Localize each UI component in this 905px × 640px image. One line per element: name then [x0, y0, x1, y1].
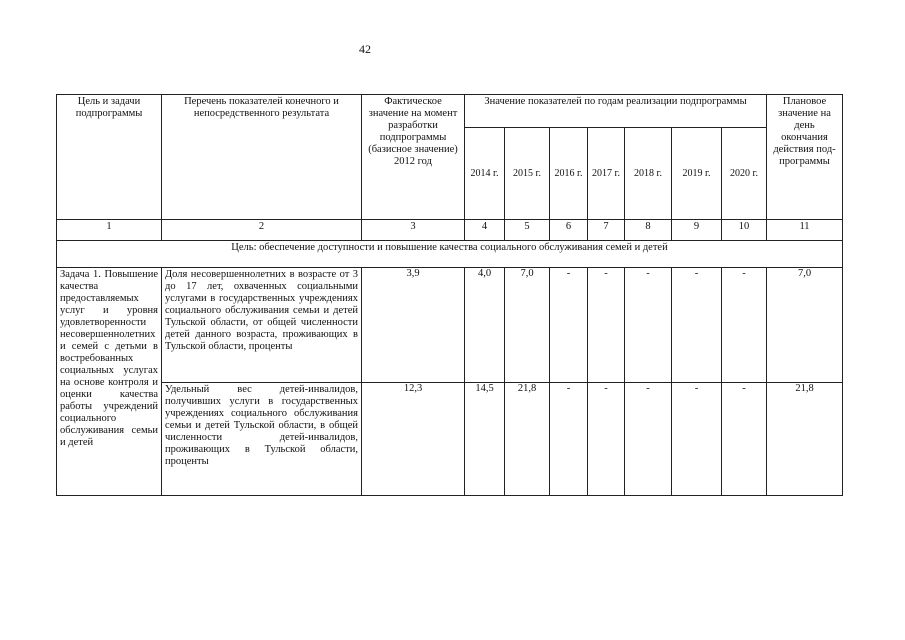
value-2016: - [550, 268, 588, 383]
header-by-years: Значение показателей по годам реализации подпрограммы [465, 95, 767, 128]
header-goal-tasks: Цель и задачи подпрограммы [57, 95, 162, 220]
year-2020: 2020 г. [722, 128, 767, 220]
task-text: Задача 1. Повышение качества предоставляемых услуг и уровня удовлетворенности несовершеннолетних и семей с детьми в востребованных социальных услугах на основе контроля и оценки качества работы учреждений социального обслуживания семьи и детей [57, 268, 162, 496]
col-num: 2 [162, 220, 362, 241]
indicator-text: Удельный вес детей-инвалидов, получивших услуги в государственных учреждениях социального обслуживания семьи и детей Тульской области, в общей численности детей-инвалидов, проживающих в Тульской области, проценты [162, 383, 362, 496]
header-indicators: Перечень показателей конечного и непосредственного результата [162, 95, 362, 220]
header-row [57, 95, 843, 128]
planned-value: 7,0 [767, 268, 843, 383]
year-2017: 2017 г. [588, 128, 625, 220]
year-2018: 2018 г. [625, 128, 672, 220]
header-planned: Плановое значение на день окончания действия под-программы [767, 95, 843, 220]
indicators-table [56, 94, 843, 496]
col-num: 5 [505, 220, 550, 241]
year-2019: 2019 г. [672, 128, 722, 220]
goal-text: Цель: обеспечение доступности и повышение качества социального обслуживания семей и детей [57, 241, 843, 268]
value-2017: - [588, 268, 625, 383]
table-row [57, 383, 843, 496]
base-value: 3,9 [362, 268, 465, 383]
col-num: 4 [465, 220, 505, 241]
col-num: 8 [625, 220, 672, 241]
header-actual: Фактическое значение на момент разработки подпрограммы (базисное значение) 2012 год [362, 95, 465, 220]
value-2018: - [625, 383, 672, 496]
year-2014: 2014 г. [465, 128, 505, 220]
value-2019: - [672, 268, 722, 383]
col-num: 9 [672, 220, 722, 241]
indicator-text: Доля несовершеннолетних в возрасте от 3 до 17 лет, охваченных социальными услугами в государственных учреждениях социального обслуживания семьи и детей Тульской области, от общей численности детей данного возраста, проживающих в Тульской области, проценты [162, 268, 362, 383]
table-row [57, 268, 843, 383]
value-2015: 21,8 [505, 383, 550, 496]
col-num: 7 [588, 220, 625, 241]
col-num: 1 [57, 220, 162, 241]
value-2014: 4,0 [465, 268, 505, 383]
value-2020: - [722, 383, 767, 496]
col-num: 3 [362, 220, 465, 241]
year-2016: 2016 г. [550, 128, 588, 220]
base-value: 12,3 [362, 383, 465, 496]
value-2019: - [672, 383, 722, 496]
planned-value: 21,8 [767, 383, 843, 496]
column-numbers-row [57, 220, 843, 241]
col-num: 11 [767, 220, 843, 241]
value-2014: 14,5 [465, 383, 505, 496]
value-2016: - [550, 383, 588, 496]
value-2015: 7,0 [505, 268, 550, 383]
col-num: 10 [722, 220, 767, 241]
value-2018: - [625, 268, 672, 383]
year-2015: 2015 г. [505, 128, 550, 220]
col-num: 6 [550, 220, 588, 241]
page-number: 42 [359, 42, 371, 56]
goal-row [57, 241, 843, 268]
value-2020: - [722, 268, 767, 383]
value-2017: - [588, 383, 625, 496]
